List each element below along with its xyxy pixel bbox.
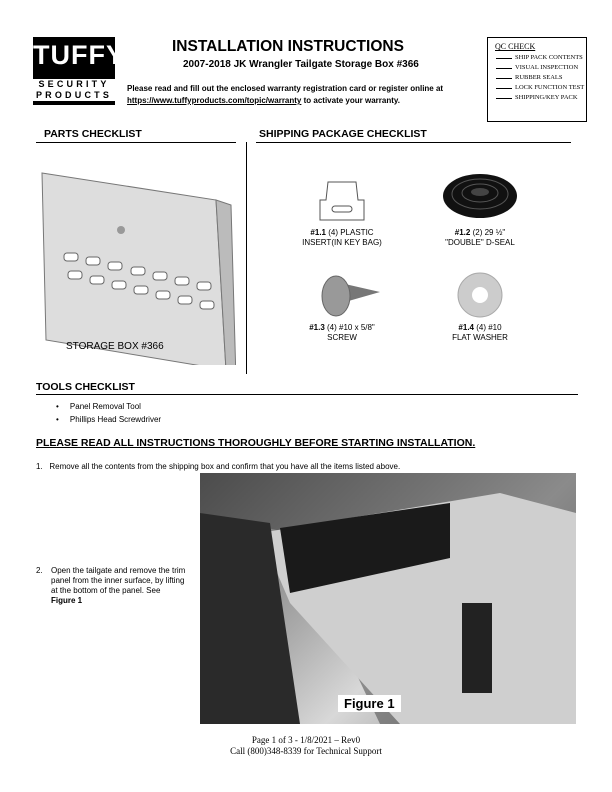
qc-item: RUBBER SEALS (496, 74, 586, 81)
shipping-heading: SHIPPING PACKAGE CHECKLIST (259, 128, 427, 140)
read-instructions-warning: PLEASE READ ALL INSTRUCTIONS THOROUGHLY BEFORE STARTING INSTALLATION. (36, 437, 476, 449)
tools-heading: TOOLS CHECKLIST (36, 381, 135, 393)
step-1: 1. Remove all the contents from the shipping box and confirm that you have all the items listed above. (36, 462, 401, 471)
logo-tagline (33, 79, 115, 101)
d-seal-icon (440, 170, 520, 222)
logo-line2: PRODUCTS (35, 90, 113, 100)
screw-icon (320, 272, 382, 320)
tool-item: • Phillips Head Screwdriver (56, 415, 162, 424)
qc-item: LOCK FUNCTION TEST (496, 84, 586, 91)
warranty-note (127, 83, 477, 107)
shipping-item: #1.4 (4) #10 FLAT WASHER (452, 323, 508, 342)
divider (36, 142, 236, 143)
warranty-text: Please read and fill out the enclosed warranty registration card or register online at (127, 84, 444, 93)
divider (36, 394, 578, 395)
divider (256, 142, 571, 143)
flat-washer-icon (456, 271, 504, 319)
figure-1-photo (200, 473, 576, 724)
warranty-text-2: to activate your warranty. (301, 96, 400, 105)
shipping-item: #1.3 (4) #10 x 5/8" SCREW (309, 323, 375, 342)
page-title: INSTALLATION INSTRUCTIONS (172, 38, 404, 55)
tools-list (56, 400, 161, 426)
tuffy-logo (33, 37, 125, 105)
shipping-item: #1.1 (4) PLASTIC INSERT(IN KEY BAG) (302, 228, 382, 247)
page-subtitle: 2007-2018 JK Wrangler Tailgate Storage Box #366 (183, 59, 419, 70)
step-2: 2. Open the tailgate and remove the trim panel from the inner surface, by lifting at the bottom of the panel. See Figure 1 (36, 566, 186, 605)
column-divider (246, 142, 247, 374)
logo-line1: SECURITY (38, 79, 110, 89)
qc-item: SHIPPING/KEY PACK (496, 94, 586, 101)
storage-box-image (36, 165, 236, 365)
parts-heading: PARTS CHECKLIST (44, 128, 142, 140)
warranty-link[interactable]: https://www.tuffyproducts.com/topic/warranty (127, 96, 302, 105)
figure-label: Figure 1 (338, 695, 401, 712)
logo-brand: TUFFY (33, 40, 125, 70)
shipping-item: #1.2 (2) 29 ½" "DOUBLE" D-SEAL (445, 228, 515, 247)
plastic-insert-icon (318, 180, 366, 222)
page-number: Page 1 of 3 - 1/8/2021 – Rev0 (251, 735, 361, 745)
tool-item: • Panel Removal Tool (56, 402, 141, 411)
support-phone: Call (800)348-8339 for Technical Support (230, 746, 382, 756)
storage-box-caption: STORAGE BOX #366 (66, 341, 164, 352)
qc-title: QC CHECK (495, 42, 536, 51)
footer (0, 735, 612, 757)
qc-item: VISUAL INSPECTION (496, 64, 586, 71)
qc-check-box (487, 37, 587, 122)
qc-item: SHIP PACK CONTENTS (496, 54, 586, 61)
